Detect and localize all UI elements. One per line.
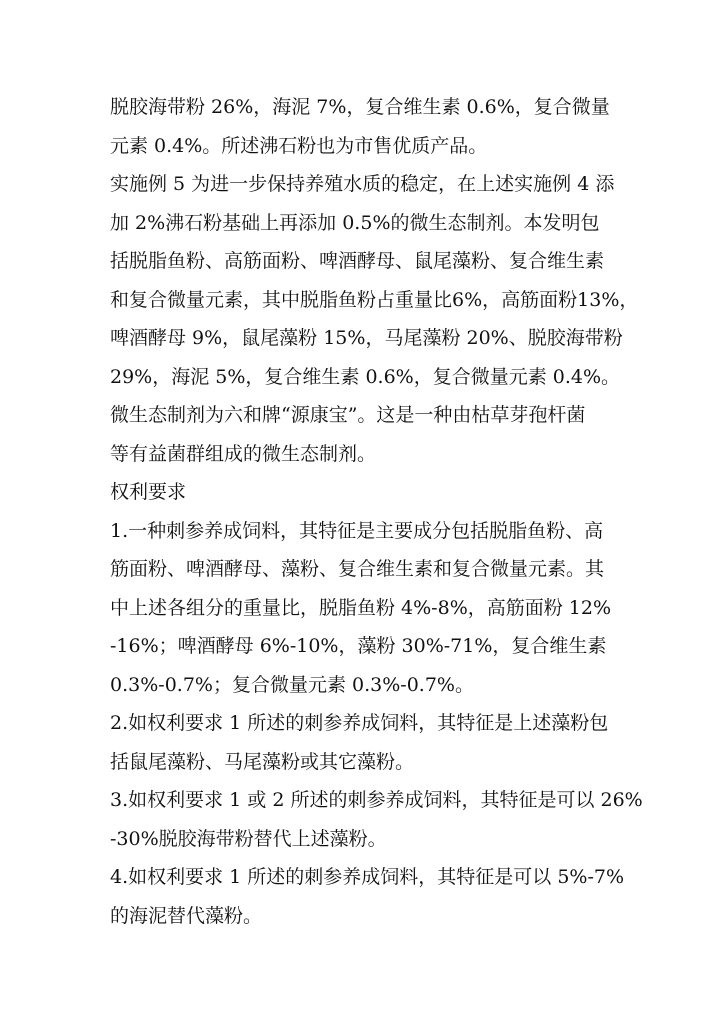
text-line: 元素 0.4%。所述沸石粉也为市售优质产品。 — [110, 134, 488, 157]
claim-1-line: -16%；啤酒酵母 6%-10%，藻粉 30%-71%，复合维生素 — [110, 635, 607, 657]
claim-3-line: 3.如权利要求 1 或 2 所述的刺参养成饲料，其特征是可以 26% — [110, 789, 643, 811]
claim-1-line: 1.一种刺参养成饲料，其特征是主要成分包括脱脂鱼粉、高 — [110, 519, 604, 542]
claim-3-line: -30%脱胶海带粉替代上述藻粉。 — [110, 827, 387, 850]
claim-1-line: 筋面粉、啤酒酵母、藻粉、复合维生素和复合微量元素。其 — [110, 558, 605, 580]
text-line: 和复合微量元素，其中脱脂鱼粉占重量比6%，高筋面粉13%， — [110, 288, 639, 311]
claim-4-line: 4.如权利要求 1 所述的刺参养成饲料，其特征是可以 5%-7% — [110, 866, 625, 888]
text-line: 微生态制剂为六和牌“源康宝”。这是一种由枯草芽孢杆菌 — [110, 404, 586, 426]
section-heading: 权利要求 — [110, 481, 187, 503]
text-line: 脱胶海带粉 26%，海泥 7%，复合维生素 0.6%，复合微量 — [110, 96, 610, 118]
claim-1-line: 中上述各组分的重量比，脱脂鱼粉 4%-8%，高筋面粉 12% — [110, 596, 612, 619]
text-line: 括脱脂鱼粉、高筋面粉、啤酒酵母、鼠尾藻粉、复合维生素 — [110, 250, 605, 272]
text-line: 实施例 5 为进一步保持养殖水质的稳定，在上述实施例 4 添 — [110, 173, 615, 195]
text-line: 加 2%沸石粉基础上再添加 0.5%的微生态制剂。本发明包 — [110, 211, 600, 234]
text-line: 29%，海泥 5%，复合维生素 0.6%，复合微量元素 0.4%。 — [110, 365, 621, 388]
claim-2-line: 2.如权利要求 1 所述的刺参养成饲料，其特征是上述藻粉包 — [110, 712, 609, 734]
document-body — [110, 88, 650, 935]
text-line: 啤酒酵母 9%，鼠尾藻粉 15%，马尾藻粉 20%、脱胶海带粉 — [110, 327, 623, 349]
claim-2-line: 括鼠尾藻粉、马尾藻粉或其它藻粉。 — [110, 750, 415, 773]
claim-4-line: 的海泥替代藻粉。 — [110, 904, 263, 927]
claim-1-line: 0.3%-0.7%；复合微量元素 0.3%-0.7%。 — [110, 673, 474, 696]
text-line: 等有益菌群组成的微生态制剂。 — [110, 442, 377, 465]
